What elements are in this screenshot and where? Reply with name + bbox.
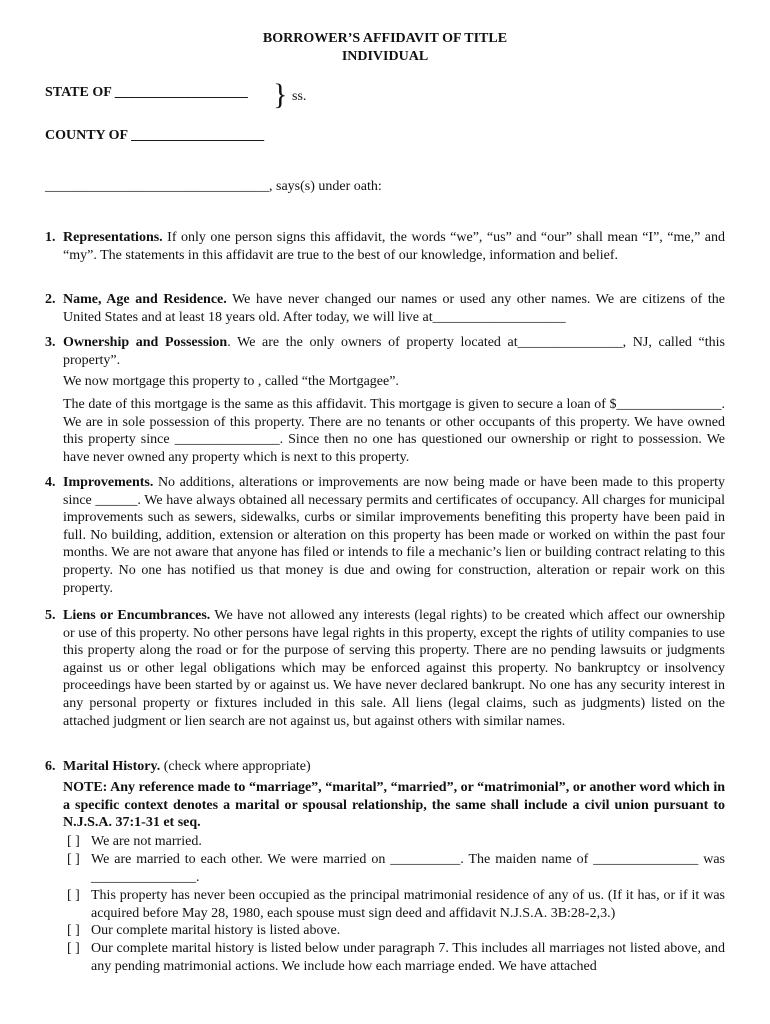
checkbox-label: We are married to each other. We were married on __________. The maiden name of _______________ was _______________. [91, 852, 725, 885]
section-text: No additions, alterations or improvements are now being made or have been made to this property since ______. We have always obtained all necessary permits and certificates of occupancy. All charges for municipal improvements such as sewers, sidewalks, curbs or similar improvements benefiting this property have been paid in full. No building, addition, extension or alteration on this property has been made or worked on within the past four months. We are not aware that anyone has filed or intends to file a mechanic’s lien or building contract relating to this property. No one has notified us that money is due and owing for construction, alteration or repair work on this property. [63, 475, 725, 596]
section-text: If only one person signs this affidavit, the words “we”, “us” and “our” shall mean “I”, “me,” and “my”. The statements in this affidavit are true to the best of our knowledge, information and belief. [63, 230, 725, 263]
section-heading: Marital History. [63, 759, 161, 774]
checkbox-history-listed-below[interactable] [67, 940, 725, 975]
section-number: 2. [45, 292, 56, 307]
section-text: We have not allowed any interests (legal rights) to be created which affect our ownership or use of this property. No other persons have legal rights in this property, except the rights of utility companies to use this property along the road or for the purpose of serving this property. There are no pending lawsuits or judgments against us or other legal obligations which may be enforced against this property. No bankruptcy or insolvency proceedings have been started by or against us. We have never declared bankrupt. No one has any security interest in any personal property or fixtures included in this sale. All liens (legal claims, such as judgments) listed on the attached judgment or lien search are not against us, but against others with similar names. [63, 608, 725, 729]
section-heading: Name, Age and Residence. [63, 292, 227, 307]
section-heading: Representations. [63, 230, 163, 245]
section-improvements [45, 474, 725, 597]
document-title: BORROWER’S AFFIDAVIT OF TITLE [262, 31, 508, 46]
checkbox-history-listed-above[interactable] [67, 922, 725, 940]
section-number: 1. [45, 230, 56, 245]
section-marital-history [45, 758, 725, 776]
document-subtitle: INDIVIDUAL [341, 49, 429, 64]
section-heading: Ownership and Possession [63, 335, 228, 350]
section-heading: Improvements. [63, 475, 154, 490]
section-text: . We are the only owners of property located at_______________, NJ, called “this property”. [63, 335, 725, 368]
mortgagee-paragraph: We now mortgage this property to , called “the Mortgagee”. [63, 374, 399, 389]
civil-union-note: NOTE: Any reference made to “marriage”, “marital”, “married”, or “matrimonial”, or another word which in a specific context denotes a marital or spousal relationship, the same shall include a civil union pursuant to N.J.S.A. 37:1-31 et seq. [63, 780, 725, 831]
state-field: STATE OF ___________________ [45, 85, 248, 100]
section-text: (check where appropriate) [160, 759, 311, 774]
checkbox-married-each-other[interactable] [67, 851, 725, 886]
section-text: We have never changed our names or used any other names. We are citizens of the United States and at least 18 years old. After today, we will live at___________________ [63, 292, 725, 325]
county-field: COUNTY OF ___________________ [45, 128, 265, 143]
section-number: 4. [45, 475, 56, 490]
oath-line: ________________________________, says(s) under oath: [45, 179, 382, 194]
checkbox-box[interactable]: [ ] [67, 852, 80, 867]
checkbox-not-married[interactable] [67, 833, 725, 851]
mortgage-date-paragraph: The date of this mortgage is the same as this affidavit. This mortgage is given to secure a loan of $_______________. We are in sole possession of this property. There are no tenants or other occupants of this property. We have owned this property since _______________. Since then no one has questioned our ownership or right to possession. We have never owned any property which is next to this property. [63, 397, 725, 465]
checkbox-label: Our complete marital history is listed above. [91, 923, 341, 938]
checkbox-label: We are not married. [91, 834, 202, 849]
checkbox-never-occupied[interactable] [67, 887, 725, 922]
checkbox-box[interactable]: [ ] [67, 888, 80, 903]
section-liens-encumbrances [45, 607, 725, 730]
checkbox-label: Our complete marital history is listed below under paragraph 7. This includes all marriages not listed above, and any pending matrimonial actions. We include how each marriage ended. We have attached [91, 941, 725, 974]
checkbox-label: This property has never been occupied as the principal matrimonial residence of any of us. (If it has, or if it was acquired before May 28, 1980, each spouse must sign deed and affidavit N.J.S.A. 3B:28-2,3.) [91, 888, 725, 921]
checkbox-box[interactable]: [ ] [67, 923, 80, 938]
section-ownership-possession [45, 334, 725, 369]
section-number: 6. [45, 759, 56, 774]
checkbox-box[interactable]: [ ] [67, 834, 80, 849]
section-heading: Liens or Encumbrances. [63, 608, 211, 623]
section-representations [45, 229, 725, 264]
ss-label: ss. [292, 89, 307, 104]
section-number: 3. [45, 335, 56, 350]
checkbox-box[interactable]: [ ] [67, 941, 80, 956]
section-number: 5. [45, 608, 56, 623]
brace-mark: } [273, 78, 288, 111]
section-name-age-residence [45, 291, 725, 326]
